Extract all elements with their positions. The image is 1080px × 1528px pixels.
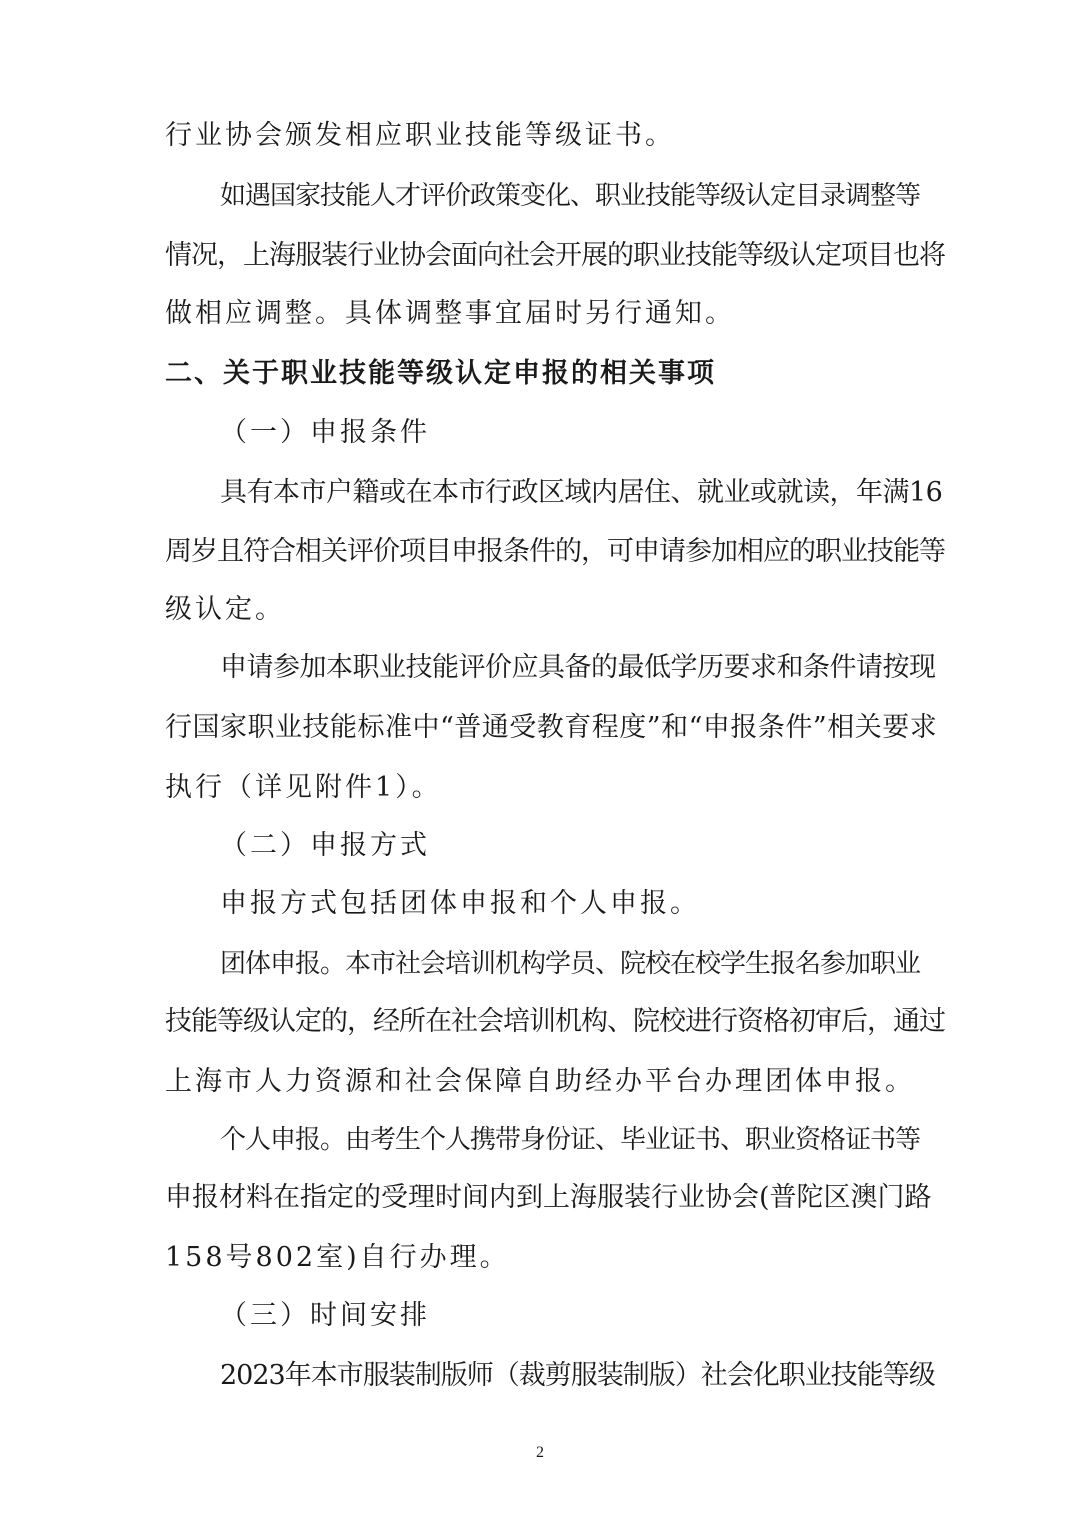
paragraph-line: 周岁且符合相关评价项目申报条件的，可申请参加相应的职业技能等 (165, 536, 945, 567)
paragraph-line: 上海市人力资源和社会保障自助经办平台办理团体申报。 (165, 1066, 915, 1097)
paragraph-line: 申报材料在指定的受理时间内到上海服装行业协会(普陀区澳门路 (165, 1182, 932, 1213)
subsection-heading: （二）申报方式 (220, 830, 430, 861)
subsection-heading: （一）申报条件 (220, 417, 430, 448)
paragraph-line: 2023年本市服装制版师（裁剪服装制版）社会化职业技能等级 (220, 1360, 935, 1391)
paragraph-line: 行业协会颁发相应职业技能等级证书。 (165, 120, 675, 151)
paragraph-line: 情况，上海服装行业协会面向社会开展的职业技能等级认定项目也将 (165, 240, 945, 271)
paragraph-line: 具有本市户籍或在本市行政区域内居住、就业或就读，年满16 (220, 477, 943, 508)
paragraph-line: 申请参加本职业技能评价应具备的最低学历要求和条件请按现 (220, 652, 936, 683)
paragraph-line: 级认定。 (165, 594, 285, 625)
paragraph-line: 申报方式包括团体申报和个人申报。 (220, 888, 700, 919)
page-number: 2 (536, 1444, 544, 1461)
paragraph-line: 如遇国家技能人才评价政策变化、职业技能等级认定目录调整等 (220, 181, 921, 211)
paragraph-line: 行国家职业技能标准中“普通受教育程度”和“申报条件”相关要求 (165, 712, 938, 743)
paragraph-line: 执行（详见附件1）。 (165, 772, 442, 803)
paragraph-line: 个人申报。由考生个人携带身份证、毕业证书、职业资格证书等 (220, 1125, 921, 1155)
section-heading: 二、关于职业技能等级认定申报的相关事项 (165, 358, 716, 389)
paragraph-line: 团体申报。本市社会培训机构学员、院校在校学生报名参加职业 (220, 949, 921, 979)
paragraph-line: 158号802室)自行办理。 (165, 1242, 510, 1273)
subsection-heading: （三）时间安排 (220, 1300, 430, 1331)
paragraph-line: 做相应调整。具体调整事宜届时另行通知。 (165, 298, 735, 329)
paragraph-line: 技能等级认定的，经所在社会培训机构、院校进行资格初审后，通过 (165, 1006, 945, 1037)
